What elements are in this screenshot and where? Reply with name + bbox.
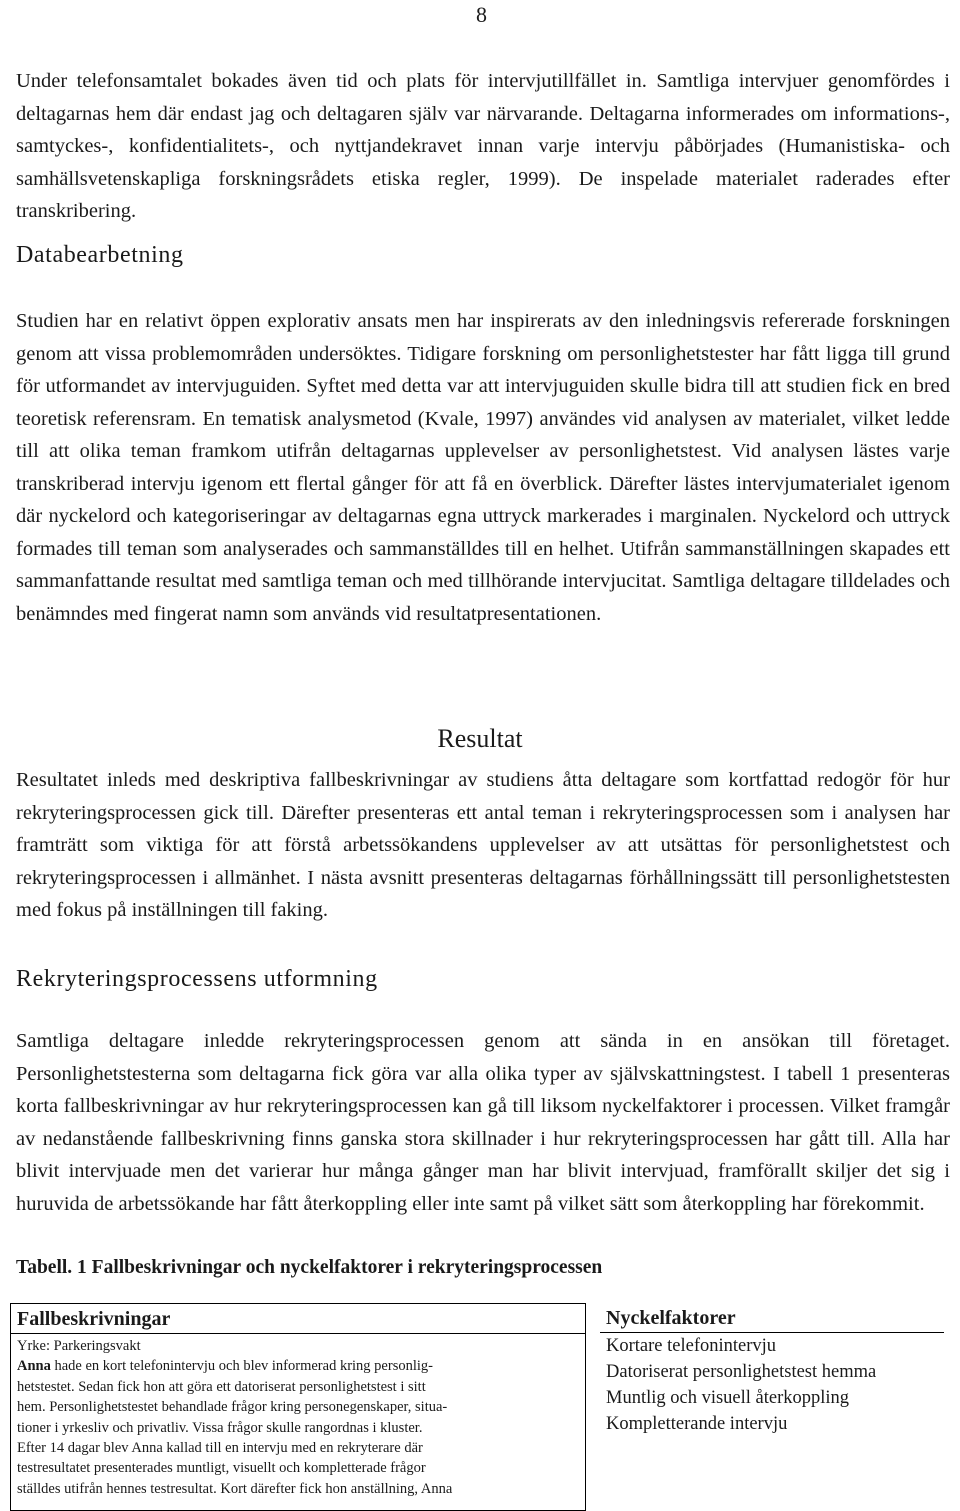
resultat-paragraph: Resultatet inleds med deskriptiva fallbeskrivningar av studiens åtta deltagare som kortfattad redogör för hur rekryteringsprocessen gick till. Därefter presenteras ett antal teman i rekryteringsprocessen som i analysen har framträtt som viktiga för att förstå arbetssökandens upplevelser av att utsättas för personlighetstest och rekryteringsprocessen i allmänhet. I nästa avsnitt presenteras deltagarnas förhållningssätt till personlighetstesten med fokus på inställningen till faking. <box>16 769 950 921</box>
case-line: hem. Personlighetstestet behandlade frågor kring personegenskaper, situa- <box>17 1399 448 1416</box>
case-line: ställdes utifrån hennes testresultat. Kort därefter fick hon anställning, Anna <box>17 1480 453 1497</box>
rekrytering-paragraph: Samtliga deltagare inledde rekryteringsprocessen genom att sända in en ansökan till företaget. Personlighetstesterna som deltagarna fick göra var alla olika typer av självskattningstest. I tabell 1 presenteras korta fallbeskrivningar av hur rekryteringsprocessen kan gå till liksom nyckelfaktorer i processen. Vilket framgår av nedanstående fallbeskrivning finns ganska stora skillnader i hur rekryteringsprocessen har gått till. Alla har blivit intervjuade men det varierar hur många gånger man har blivit intervjuad, framförallt skiljer det sig i huruvida de arbetssökande har fått återkoppling eller inte samt på vilket sätt som återkoppling har förekommit. <box>16 1030 950 1215</box>
case-table <box>10 1303 954 1511</box>
heading-resultat: Resultat <box>437 724 523 753</box>
page-number: 8 <box>476 2 487 27</box>
case-line: testresultatet presenterades muntligt, visuellt och kompletterade frågor <box>17 1460 426 1477</box>
key-factor-item: Kortare telefonintervju <box>606 1336 777 1356</box>
key-factor-item: Muntlig och visuell återkoppling <box>606 1388 850 1408</box>
heading-databearbetning: Databearbetning <box>16 242 184 268</box>
case-line: Anna hade en kort telefonintervju och blev informerad kring personlig- <box>17 1358 433 1375</box>
fallbeskrivningar-header: Fallbeskrivningar <box>11 1304 585 1334</box>
case-occupation: Yrke: Parkeringsvakt <box>17 1338 141 1354</box>
fallbeskrivningar-column <box>10 1303 586 1511</box>
case-person-name: Anna <box>17 1358 51 1375</box>
case-line: tioner i yrkesliv och privatliv. Vissa frågor skulle rangordnas i kluster. <box>17 1419 423 1436</box>
nyckelfaktorer-column <box>600 1303 954 1511</box>
case-line: Efter 14 dagar blev Anna kallad till en intervju med en rekryterare där <box>17 1440 423 1457</box>
key-factors-list <box>600 1333 954 1437</box>
case-description <box>11 1334 585 1499</box>
databearbetning-paragraph: Studien har en relativt öppen explorativ ansats men har inspirerats av den inledningsvis refererade forskningen genom att vissa problemområden undersöktes. Tidigare forskning om personlighetstester har fått ligga till grund för utformandet av intervjuguiden. Syftet med detta var att intervjuguiden skulle bidra till att studien fick en bred teoretisk referensram. En tematisk analysmetod (Kvale, 1997) användes vid analysen av materialet, vilket ledde till att olika teman framkom utifrån deltagarnas upplevelser av personlighetstest. Vid analysen lästes varje transkriberad intervju igenom ett flertal gånger för att få en överblick. Därefter lästes intervjumaterialet igenom där nyckelord och kategoriseringar av deltagarnas egna uttryck markerades i marginalen. Nyckelord och uttryck formades till teman som analyserades och sammanställdes till en helhet. Utifrån sammanställningen skapades ett sammanfattande resultat med samtliga teman och med tillhörande intervjucitat. Samtliga deltagare tilldelades och benämndes med fingerat namn som används vid resultatpresentationen. <box>16 310 950 625</box>
nyckelfaktorer-header: Nyckelfaktorer <box>600 1303 944 1333</box>
table-caption: Tabell. 1 Fallbeskrivningar och nyckelfaktorer i rekryteringsprocessen <box>16 1257 603 1278</box>
key-factor-item: Datoriserat personlighetstest hemma <box>606 1362 877 1382</box>
key-factor-item: Kompletterande intervju <box>606 1414 788 1434</box>
case-line: hetstestet. Sedan fick hon att göra ett datoriserat personlighetstest i sitt <box>17 1378 426 1395</box>
heading-rekryteringsprocessens-utformning: Rekryteringsprocessens utformning <box>16 966 378 992</box>
intro-paragraph: Under telefonsamtalet bokades även tid och plats för intervjutillfället in. Samtliga intervjuer genomfördes i deltagarnas hem där endast jag och deltagaren själv var närvarande. Deltagarna informerades om informations-, samtyckes-, konfidentialitets-, och nyttjandekravet innan varje intervju påbörjades (Humanistiska- och samhällsvetenskapliga forskningsrådets etiska regler, 1999). De inspelade materialet raderades efter transkribering. <box>16 70 950 222</box>
